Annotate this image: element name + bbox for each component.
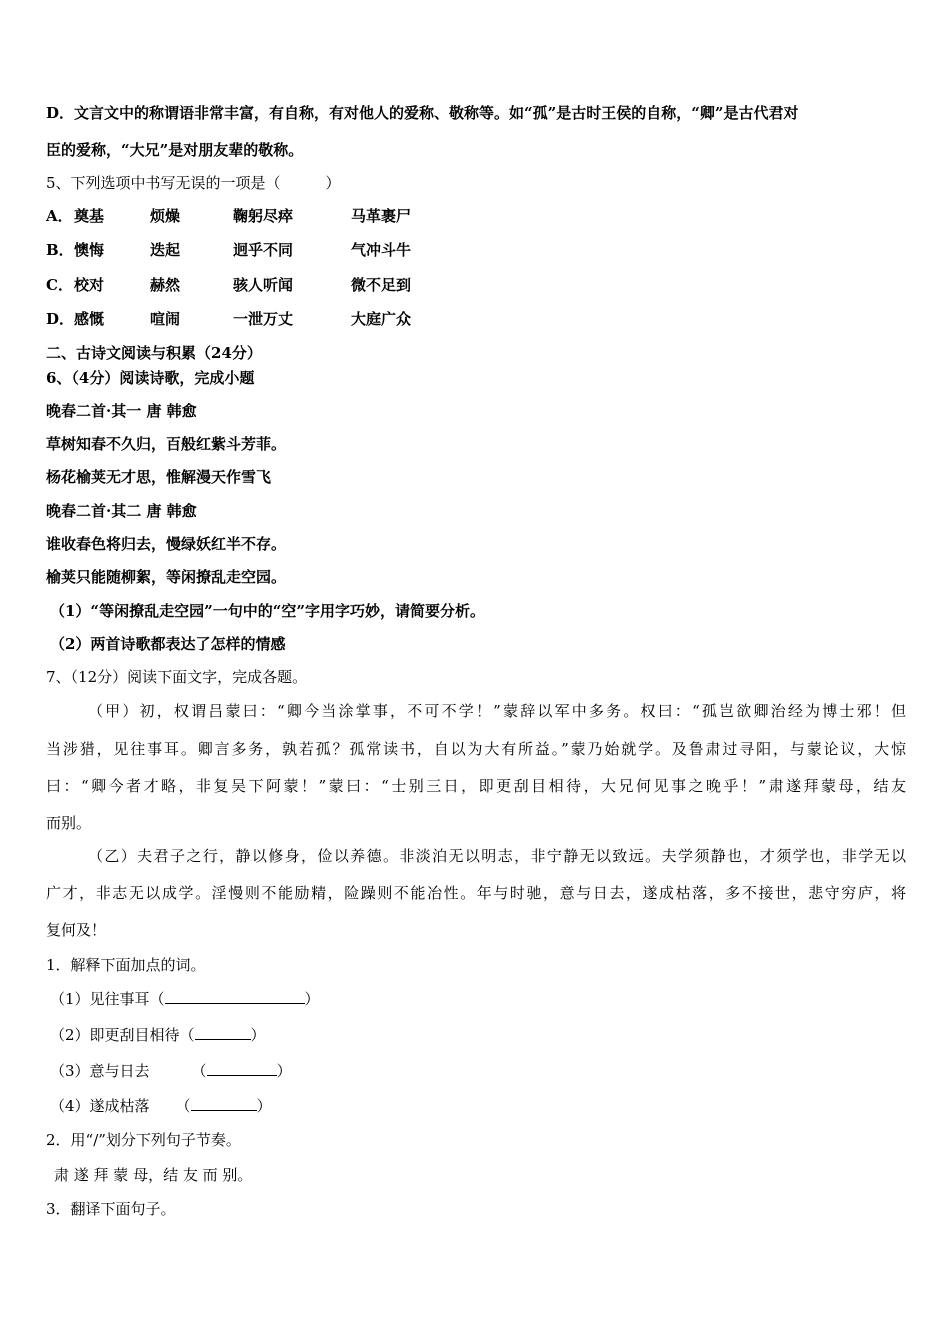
q6-stem: 6、（4分）阅读诗歌，完成小题 (46, 369, 255, 387)
option-label: D． (46, 310, 75, 328)
q5-option-b (46, 240, 446, 260)
option-d-note-line2: 臣的爱称，“大兄”是对朋友辈的敬称。 (46, 141, 304, 159)
option-word: 骇人听闻 (233, 276, 294, 294)
passage-a-line2: 当涉猎，见往事耳。卿言多务，孰若孤？孤常读书，自以为大有所益。”蒙乃始就学。及鲁肃过寻阳，与蒙论议，大惊 (46, 740, 906, 758)
option-word: 气冲斗牛 (351, 241, 412, 259)
q7-sub3-stem: 3．翻译下面句子。 (46, 1200, 176, 1218)
option-word: 微不足到 (351, 276, 412, 294)
q7-sub1-item1: （1）见往事耳（ ） (50, 990, 320, 1008)
answer-blank[interactable] (191, 1095, 257, 1111)
q7-stem: 7、（12分）阅读下面文字，完成各题。 (46, 668, 308, 686)
poem2-line2: 榆荚只能随柳絮，等闲撩乱走空园。 (46, 568, 287, 586)
q6-sub2: （2）两首诗歌都表达了怎样的情感 (50, 635, 286, 653)
q5-option-a (46, 206, 446, 226)
q7-sub1-stem: 1．解释下面加点的词。 (46, 956, 206, 974)
answer-blank[interactable] (195, 1024, 251, 1040)
option-label: B． (46, 241, 74, 259)
option-label: C． (46, 276, 73, 294)
option-word: 鞠躬尽瘁 (233, 207, 294, 225)
q7-sub2-stem: 2．用“/”划分下列句子节奏。 (46, 1131, 241, 1149)
q7-sub1-item3: （3）意与日去 （ ） (50, 1062, 292, 1080)
option-word: 迭起 (150, 241, 181, 259)
option-d-note-line1: D．文言文中的称谓语非常丰富，有自称，有对他人的爱称、敬称等。如“孤”是古时王侯的自称，“卿”是古代君对 (46, 104, 799, 122)
option-word: 烦燥 (150, 207, 181, 225)
option-word: 迥乎不同 (233, 241, 294, 259)
passage-b-line1: （乙）夫君子之行，静以修身，俭以养德。非淡泊无以明志，非宁静无以致远。夫学须静也，才须学也，非学无以 (88, 847, 906, 865)
section-2-title: 二、古诗文阅读与积累（24分） (46, 344, 262, 362)
passage-a-line1: （甲）初，权谓吕蒙曰：“卿今当涂掌事，不可不学！”蒙辞以军中多务。权曰：“孤岂欲卿治经为博士邪！但 (88, 702, 906, 720)
q5-option-d (46, 309, 446, 329)
answer-blank[interactable] (207, 1060, 277, 1076)
poem1-line1: 草树知春不久归，百般红紫斗芳菲。 (46, 435, 287, 453)
option-word: 校对 (74, 276, 105, 294)
poem1-title: 晚春二首·其一 唐 韩愈 (46, 402, 197, 420)
option-word: 懊悔 (74, 241, 105, 259)
passage-a-line3: 曰：“卿今者才略，非复吴下阿蒙！”蒙曰：“士别三日，即更刮目相待，大兄何见事之晚乎！”肃遂拜蒙母，结友 (46, 777, 906, 795)
option-word: 马革裹尸 (351, 207, 412, 225)
q7-sub1-item2: （2）即更刮目相待（ ） (50, 1026, 266, 1044)
q5-stem: 5、下列选项中书写无误的一项是（ ） (46, 174, 341, 192)
answer-blank[interactable] (165, 988, 305, 1004)
option-word: 喧闹 (150, 310, 181, 328)
q6-sub1: （1）“等闲撩乱走空园”一句中的“空”字用字巧妙，请简要分析。 (50, 602, 485, 620)
q7-sub1-item4: （4）遂成枯落 （ ） (50, 1097, 272, 1115)
option-label: A． (46, 207, 73, 225)
option-word: 奠基 (74, 207, 105, 225)
option-word: 赫然 (150, 276, 181, 294)
poem2-line1: 谁收春色将归去，慢绿妖红半不存。 (46, 535, 287, 553)
q7-sub2-sentence: 肃 遂 拜 蒙 母，结 友 而 别。 (54, 1166, 253, 1184)
passage-a-line4: 而别。 (46, 814, 92, 832)
poem1-line2: 杨花榆荚无才思，惟解漫天作雪飞 (46, 468, 272, 486)
q5-option-c (46, 275, 446, 295)
option-word: 一泄万丈 (233, 310, 294, 328)
option-word: 感慨 (74, 310, 105, 328)
passage-b-line3: 复何及！ (46, 921, 107, 939)
option-word: 大庭广众 (351, 310, 412, 328)
passage-b-line2: 广才，非志无以成学。淫慢则不能励精，险躁则不能冶性。年与时驰，意与日去，遂成枯落，多不接世，悲守穷庐，将 (46, 884, 906, 902)
poem2-title: 晚春二首·其二 唐 韩愈 (46, 502, 197, 520)
